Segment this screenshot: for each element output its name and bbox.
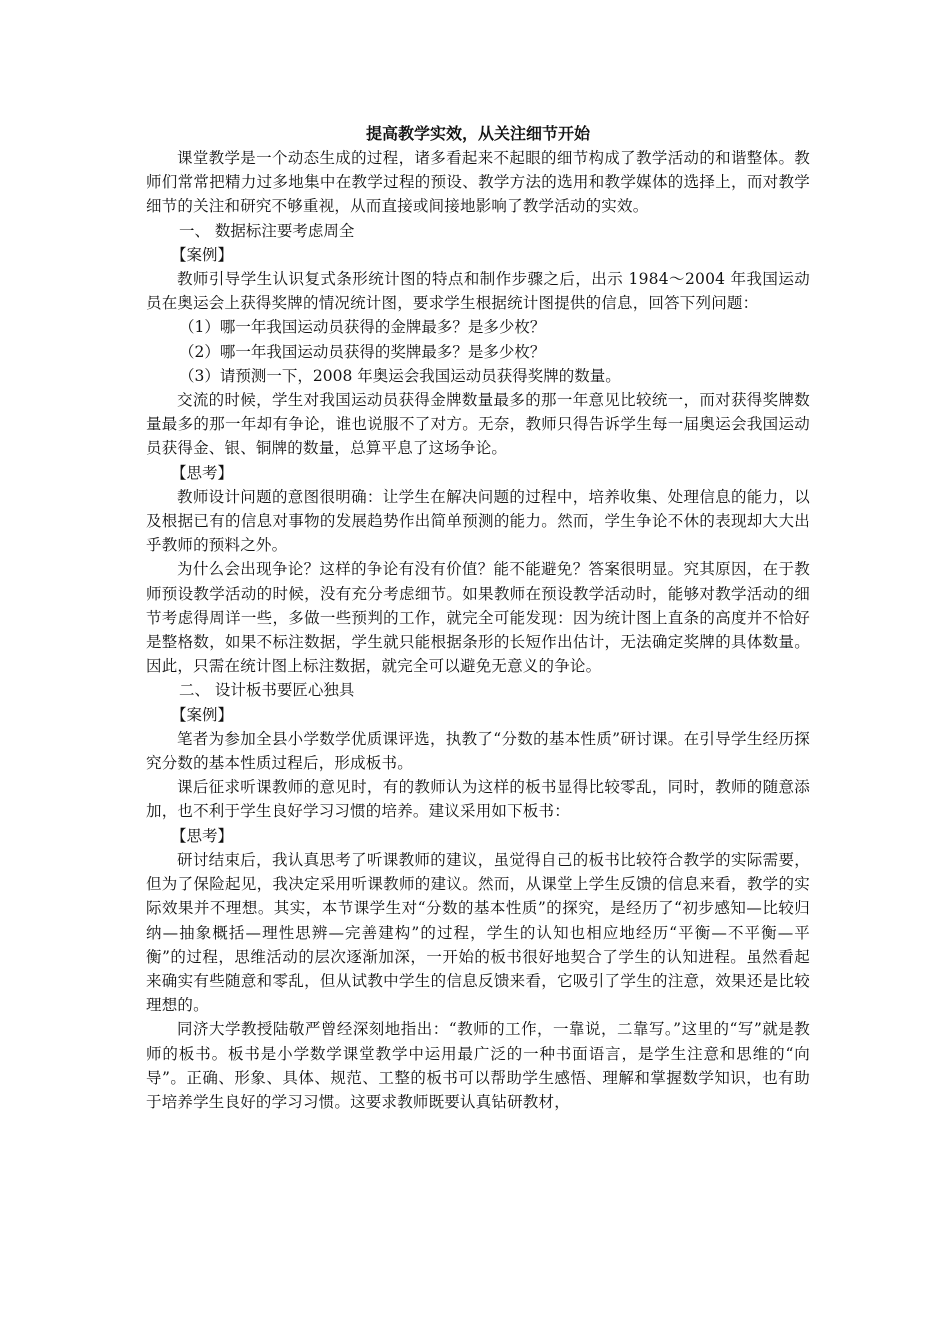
body-paragraph: 课后征求听课教师的意见时，有的教师认为这样的板书显得比较零乱，同时，教师的随意添加，也不利于学生良好学习习惯的培养。建议采用如下板书： — [146, 778, 810, 821]
body-paragraph: 笔者为参加全县小学数学优质课评选，执教了“分数的基本性质”研讨课。在引导学生经历探究分数的基本性质过程后，形成板书。 — [146, 729, 810, 773]
body-paragraph: 研讨结束后，我认真思考了听课教师的建议，虽觉得自己的板书比较符合教学的实际需要，但为了保险起见，我决定采用听课教师的建议。然而，从课堂上学生反馈的信息来看，教学的实际效果并不理想。其实，本节课学生对“分数的基本性质”的探究，是经历了“初步感知—比较归纳—抽象概括—理性思辨—完善建构”的过程，学生的认知也相应地经历“平衡—不平衡—平衡”的过程，思维活动的层次逐渐加深，一开始的板书很好地契合了学生的认知进程。虽然看起来确实有些随意和零乱，但从试教中学生的信息反馈来看，它吸引了学生的注意，效果还是比较理想的。 — [146, 850, 810, 1015]
question-item-2: （2）哪一年我国运动员获得的奖牌最多？是多少枚？ — [179, 342, 546, 361]
body-paragraph: 教师设计问题的意图很明确：让学生在解决问题的过程中，培养收集、处理信息的能力，以及根据已有的信息对事物的发展趋势作出简单预测的能力。然而，学生争论不休的表现却大大出乎教师的预料之外。 — [146, 487, 810, 555]
body-paragraph: 教师引导学生认识复式条形统计图的特点和制作步骤之后，出示 1984～2004 年我国运动员在奥运会上获得奖牌的情况统计图，要求学生根据统计图提供的信息，回答下列问题： — [146, 270, 810, 313]
reflection-label: 【思考】 — [171, 826, 234, 845]
case-label: 【案例】 — [171, 245, 234, 264]
body-paragraph: 交流的时候，学生对我国运动员获得金牌数量最多的那一年意见比较统一，而对获得奖牌数量最多的那一年却有争论，谁也说服不了对方。无奈，教师只得告诉学生每一届奥运会我国运动员获得金、银、铜牌的数量，总算平息了这场争论。 — [146, 391, 810, 458]
document-title: 提高教学实效，从关注细节开始 — [365, 124, 590, 143]
body-paragraph: 为什么会出现争论？这样的争论有没有价值？能不能避免？答案很明显。究其原因，在于教师预设教学活动的时候，没有充分考虑细节。如果教师在预设教学活动时，能够对教学活动的细节考虑得周详一些，多做一些预判的工作，就完全可能发现：因为统计图上直条的高度并不恰好是整格数，如果不标注数据，学生就只能根据条形的长短作出估计，无法确定奖牌的具体数量。因此，只需在统计图上标注数据，就完全可以避免无意义的争论。 — [146, 560, 810, 676]
question-item-3: （3）请预测一下，2008 年奥运会我国运动员获得奖牌的数量。 — [179, 366, 621, 385]
section-heading-1: 一、 数据标注要考虑周全 — [179, 221, 355, 240]
body-paragraph: 同济大学教授陆敬严曾经深刻地指出：“教师的工作，一靠说，二靠写。”这里的“写”就是教师的板书。板书是小学数学课堂教学中运用最广泛的一种书面语言，是学生注意和思维的“向导”。正确、形象、具体、规范、工整的板书可以帮助学生感悟、理解和掌握数学知识，也有助于培养学生良好的学习习惯。这要求教师既要认真钻研教材， — [146, 1020, 810, 1111]
section-heading-2: 二、 设计板书要匠心独具 — [179, 681, 355, 700]
question-item-1: （1）哪一年我国运动员获得的金牌最多？是多少枚？ — [179, 318, 546, 337]
case-label: 【案例】 — [171, 705, 234, 724]
intro-paragraph: 课堂教学是一个动态生成的过程，诸多看起来不起眼的细节构成了教学活动的和谐整体。教师们常常把精力过多地集中在教学过程的预设、教学方法的选用和教学媒体的选择上，而对教学细节的关注和研究不够重视，从而直接或间接地影响了教学活动的实效。 — [146, 149, 810, 216]
document-body — [146, 122, 810, 1114]
reflection-label: 【思考】 — [171, 463, 234, 482]
